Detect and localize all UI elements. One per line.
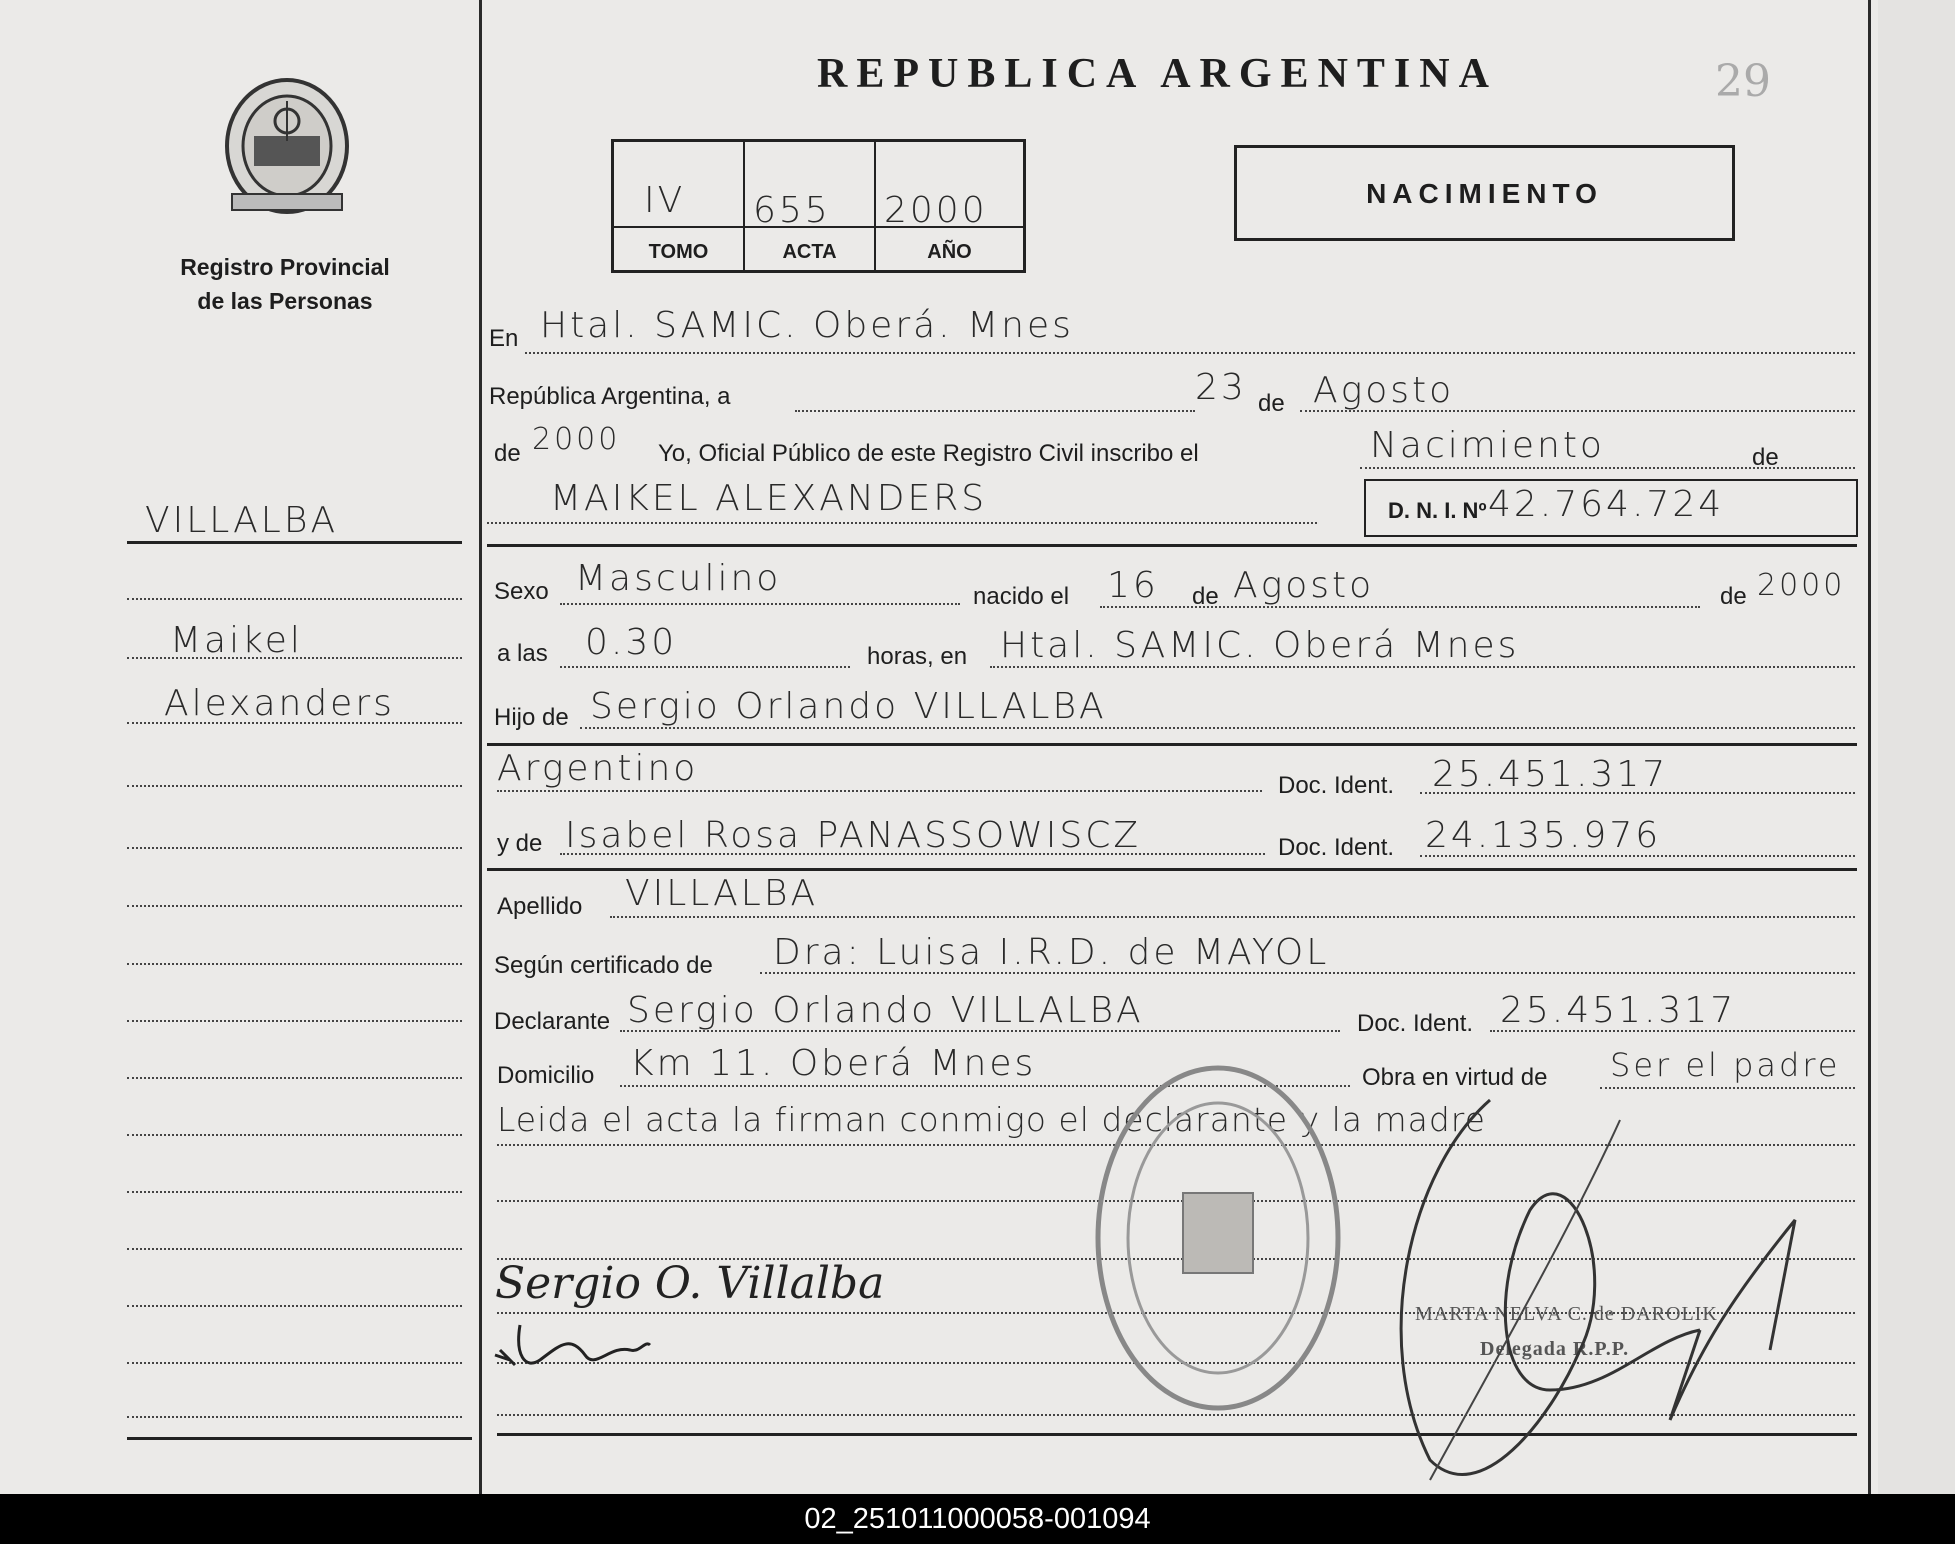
document-code: 02_251011000058-001094 (804, 1503, 1151, 1535)
dni-value: 42.764.724 (1488, 484, 1725, 525)
official-round-stamp (1088, 1058, 1348, 1418)
nacido-label: nacido el (973, 583, 1070, 610)
anio-rule (876, 226, 1023, 228)
acta-cell (745, 142, 876, 270)
declarant-signature: Sergio O. Villalba (495, 1258, 885, 1309)
dni-label: D. N. I. Nº (1388, 498, 1487, 523)
lugar-value: Htal. SAMIC. Oberá Mnes (1000, 625, 1520, 666)
certificado-dotline (760, 972, 1855, 974)
official-title: Delegada R.P.P. (1480, 1338, 1630, 1360)
inscribo-value: Nacimiento (1370, 425, 1605, 466)
nacido-dotline (1100, 606, 1700, 608)
sidebar-dotline (127, 1362, 462, 1364)
obra-label: Obra en virtud de (1362, 1064, 1548, 1091)
nacido-year: 2000 (1757, 568, 1846, 603)
registro-line2: de las Personas (197, 288, 373, 314)
declarante-doc-label: Doc. Ident. (1357, 1010, 1474, 1037)
madre-value: Isabel Rosa PANASSOWISCZ (565, 815, 1142, 856)
sexo-dotline (560, 603, 960, 605)
registro-line1: Registro Provincial (180, 254, 390, 280)
nacido-de-label: de (1192, 583, 1219, 610)
signature-scribble-icon (490, 1315, 660, 1375)
nacionalidad-dotline (497, 790, 1262, 792)
domicilio-label: Domicilio (497, 1062, 595, 1089)
mother-signature (490, 1315, 660, 1375)
sidebar-name1: Maikel (170, 620, 303, 661)
en-dotline (525, 352, 1855, 354)
dni-box (1364, 479, 1858, 537)
declarante-dotline (620, 1030, 1340, 1032)
seal-icon (222, 76, 352, 216)
month-dotline (1300, 410, 1855, 412)
acta-value: 655 (753, 190, 831, 231)
document-code-bar (0, 1494, 1955, 1544)
sidebar-dotline (127, 1077, 462, 1079)
domicilio-value: Km 11. Oberá Mnes (630, 1043, 1037, 1084)
sidebar-dotline (127, 1305, 462, 1307)
obra-dotline (1600, 1087, 1855, 1089)
leida-value: Leida el acta la firman conmigo el declarante y la madre (497, 1100, 1486, 1139)
nacimiento-label: NACIMIENTO (1366, 178, 1603, 209)
section-rule-2 (487, 743, 1857, 746)
declarante-doc-dotline (1490, 1030, 1855, 1032)
sidebar-dotline (127, 963, 462, 965)
de-label: de (1258, 390, 1285, 417)
registro-title (160, 250, 410, 318)
sidebar-dotline (127, 598, 462, 600)
obra-value: Ser el padre (1610, 1046, 1841, 1084)
scan-edge (1878, 0, 1955, 1494)
day-value: 23 (1195, 367, 1247, 408)
sidebar-dotline (127, 1248, 462, 1250)
tomo-cell (614, 142, 745, 270)
hijo-label: Hijo de (494, 704, 569, 731)
acta-label: ACTA (782, 241, 837, 263)
section-rule-1 (487, 544, 1857, 547)
anio-label: AÑO (927, 241, 972, 263)
certificado-value: Dra: Luisa I.R.D. de MAYOL (773, 932, 1330, 973)
official-signature-scribble-icon (1370, 1090, 1810, 1490)
madre-doc-dotline (1420, 855, 1855, 857)
tomo-value: IV (644, 180, 686, 221)
declarante-label: Declarante (494, 1008, 611, 1035)
official-signature (1370, 1090, 1810, 1490)
madre-doc: 24.135.976 (1425, 815, 1662, 856)
padre-dotline (580, 727, 1855, 729)
tomo-rule (614, 226, 743, 228)
sidebar-dotline (127, 1020, 462, 1022)
official-name: MARTA NELVA C. de DAROLIK (1415, 1303, 1718, 1325)
yde-label: y de (497, 830, 543, 857)
sidebar-bottom-rule (127, 1437, 472, 1440)
anio-cell (876, 142, 1023, 270)
tomo-acta-anio-box (611, 139, 1026, 273)
padre-doc-label: Doc. Ident. (1278, 772, 1395, 799)
de-label-2: de (1752, 444, 1779, 471)
sidebar-dotline (127, 1191, 462, 1193)
hora-dotline (560, 666, 850, 668)
person-name-dotline (487, 522, 1317, 524)
month-value: Agosto (1313, 370, 1455, 411)
sidebar-dotline (127, 1134, 462, 1136)
sexo-label: Sexo (494, 578, 549, 605)
left-column-divider (479, 0, 482, 1494)
en-value: Htal. SAMIC. Oberá. Mnes (540, 305, 1074, 346)
inscribo-dotline (1360, 467, 1855, 469)
right-border (1868, 0, 1871, 1494)
acta-rule (745, 226, 874, 228)
en-label: En (489, 325, 519, 352)
sidebar-surname-rule (127, 541, 462, 544)
padre-doc: 25.451.317 (1432, 754, 1669, 795)
year-prefix-label: de (494, 440, 521, 467)
province-seal (222, 76, 352, 216)
republica-dotline (795, 410, 1195, 412)
tomo-label: TOMO (648, 241, 709, 263)
sexo-value: Masculino (575, 558, 782, 599)
page-title: REPUBLICA ARGENTINA (817, 51, 1498, 97)
republica-label: República Argentina, a (489, 383, 731, 410)
certificado-label: Según certificado de (494, 952, 713, 979)
hora-value: 0.30 (585, 622, 678, 663)
apellido-value: VILLALBA (625, 873, 819, 914)
padre-value: Sergio Orlando VILLALBA (590, 686, 1107, 727)
stamp-icon (1088, 1058, 1348, 1418)
sidebar-dotline (127, 722, 462, 724)
apellido-label: Apellido (497, 893, 583, 920)
madre-dotline (560, 853, 1265, 855)
alas-label: a las (497, 640, 548, 667)
nacido-day: 16 (1107, 565, 1159, 606)
apellido-dotline (610, 916, 1855, 918)
nacimiento-box (1234, 145, 1735, 241)
horas-label: horas, en (867, 643, 968, 670)
sidebar-surname: VILLALBA (145, 500, 339, 541)
sidebar-dotline (127, 905, 462, 907)
lugar-dotline (990, 666, 1855, 668)
year-value: 2000 (532, 422, 621, 457)
nacido-month: Agosto (1233, 565, 1375, 606)
anio-value: 2000 (884, 190, 988, 231)
madre-doc-label: Doc. Ident. (1278, 834, 1395, 861)
padre-doc-dotline (1420, 792, 1855, 794)
sidebar-dotline (127, 847, 462, 849)
sidebar-name2: Alexanders (164, 683, 395, 724)
page-number: 29 (1715, 56, 1771, 107)
sidebar-dotline (127, 1416, 462, 1418)
sidebar-dotline (127, 785, 462, 787)
sidebar-dotline (127, 657, 462, 659)
section-rule-3 (487, 868, 1857, 871)
yo-label: Yo, Oficial Público de este Registro Civil inscribo el (658, 440, 1199, 467)
padre-nacionalidad: Argentino (497, 748, 699, 789)
declarante-value: Sergio Orlando VILLALBA (627, 990, 1144, 1031)
declarante-doc: 25.451.317 (1500, 990, 1737, 1031)
nacido-de-label-2: de (1720, 583, 1747, 610)
person-name: MAIKEL ALEXANDERS (550, 478, 988, 519)
